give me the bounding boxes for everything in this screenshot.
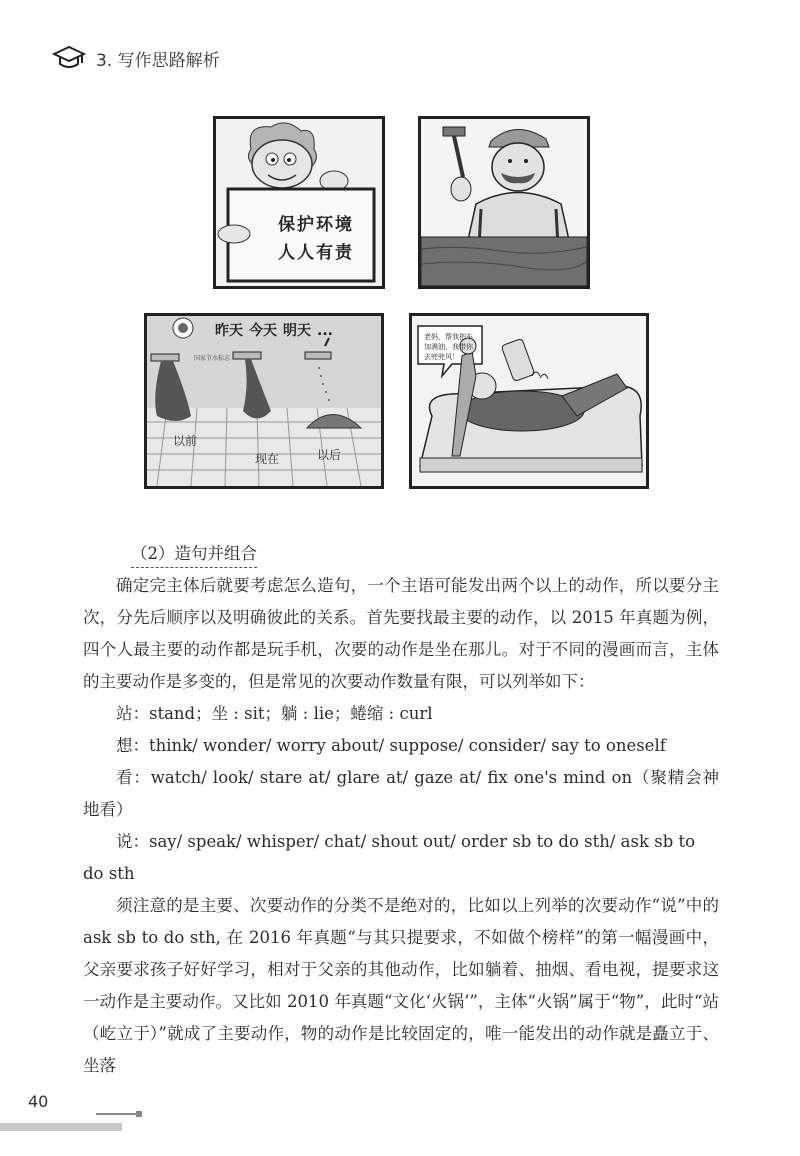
item-look: 看：watch/ look/ stare at/ glare at/ gaze at/ fix one's mind on（聚精会神地看）	[83, 768, 719, 819]
panel-title	[215, 320, 339, 340]
footer-bar	[0, 1123, 122, 1131]
panel-title-tomorrow: 明天	[283, 323, 311, 339]
graduation-cap-icon	[52, 44, 86, 72]
label-future: 以后	[317, 448, 342, 462]
section-header	[52, 44, 220, 72]
footer-dot	[136, 1111, 142, 1117]
carpenter-illustration	[421, 119, 587, 286]
cartoon-panel-water-taps	[144, 313, 384, 489]
body-content	[83, 538, 719, 1082]
footer-line	[96, 1113, 136, 1115]
panel-title-ellipsis: ...	[317, 323, 333, 339]
paragraph-1: 确定完主体后就要考虑怎么造句，一个主语可能发出两个以上的动作，所以要分主次，分先后顺序以及明确彼此的关系。首先要找最主要的动作，以 2015 年真题为例，四个人最主要的动作都是玩手机，次要的动作是坐在那儿。对于不同的漫画而言，主体的主要动作是多变的，但是常见的次要动作数量有限，可以列举如下：	[83, 576, 719, 691]
item-think: 想：think/ wonder/ worry about/ suppose/ consider/ say to oneself	[116, 736, 666, 755]
sign-line-2: 人人有责	[278, 243, 354, 263]
cartoon-panel-environment-sign	[213, 116, 385, 289]
sign-text	[266, 211, 366, 267]
item-stand: 站：stand；坐 : sit；躺 : lie；蜷缩 : curl	[116, 704, 433, 723]
section-title-header: 3. 写作思路解析	[96, 50, 220, 71]
panel-title-yesterday: 昨天	[215, 323, 243, 339]
subsection-title: （2）造句并组合	[131, 541, 257, 568]
item-say: 说：say/ speak/ whisper/ chat/ shout out/ order sb to do sth/ ask sb to do sth	[83, 832, 696, 883]
paragraph-2: 须注意的是主要、次要动作的分类不是绝对的，比如以上列举的次要动作“说”中的 ask sb to do sth, 在 2016 年真题“与其只提要求，不如做个榜样”的第一幅漫画中，父亲要求孩子好好学习，相对于父亲的其他动作，比如躺着、抽烟、看电视，提要求这一动作是主要动作。又比如 2010 年真题“文化‘火锅’”，主体“火锅”属于“物”，此时“站（屹立于）”就成了主要动作，物的动作是比较固定的，唯一能发出的动作就是矗立于、坐落	[83, 896, 719, 1075]
label-past: 以前	[173, 434, 198, 448]
cartoon-panel-sofa	[409, 313, 649, 489]
cartoon-panel-carpenter	[418, 116, 590, 289]
page-number: 40	[28, 1092, 49, 1111]
speech-bubble-text: 老妈，帮我把车加满油，我带你去兜兜风！	[424, 333, 473, 361]
water-saving-logo-text: 国家节水标志	[194, 355, 231, 362]
panel-title-today: 今天	[249, 323, 277, 339]
sign-line-1: 保护环境	[278, 215, 354, 235]
label-present: 现在	[255, 452, 280, 466]
